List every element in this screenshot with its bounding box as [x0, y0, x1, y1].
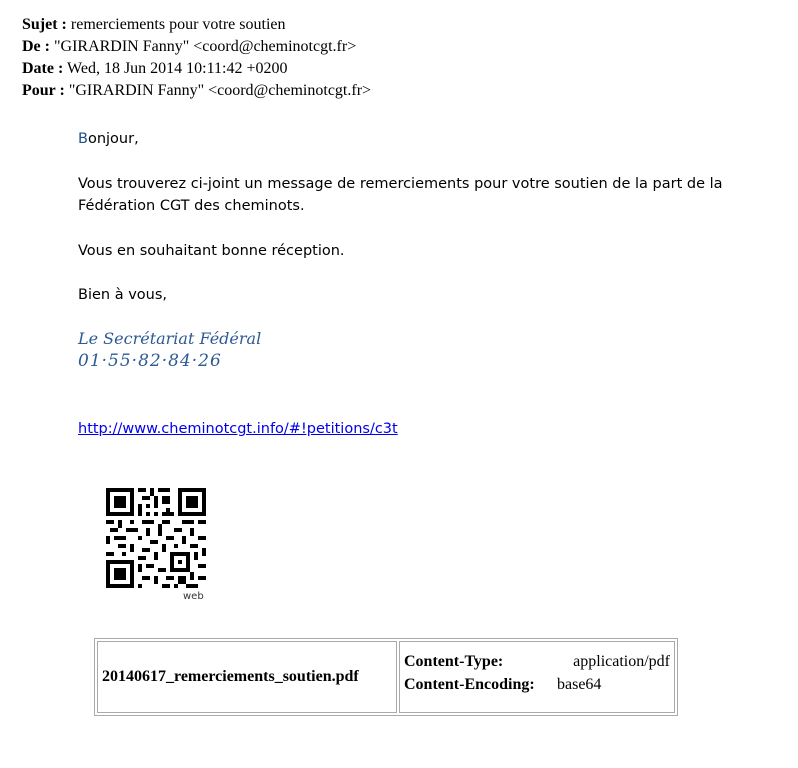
from-row	[22, 36, 371, 58]
from-value: "GIRARDIN Fanny" <coord@cheminotcgt.fr>	[53, 38, 357, 55]
greeting-rest: onjour,	[87, 131, 139, 147]
from-label: De :	[22, 38, 50, 55]
subject-label: Sujet :	[22, 16, 67, 33]
to-label: Pour :	[22, 82, 65, 99]
signature-name: Le Secrétariat Fédéral	[78, 329, 262, 348]
qr-caption: web	[183, 591, 204, 602]
signature-phone: 01·55·82·84·26	[78, 351, 222, 371]
content-encoding-label: Content-Encoding:	[404, 676, 535, 693]
to-value: "GIRARDIN Fanny" <coord@cheminotcgt.fr>	[68, 82, 372, 99]
content-type-value: application/pdf	[573, 653, 670, 670]
subject-value: remerciements pour votre soutien	[70, 16, 286, 33]
signature	[78, 328, 261, 372]
qr-code-icon	[106, 488, 206, 588]
date-value: Wed, 18 Jun 2014 10:11:42 +0200	[67, 60, 288, 77]
attachment-table	[94, 638, 678, 716]
email-header	[22, 14, 371, 102]
content-encoding-value: base64	[557, 676, 602, 693]
petition-link[interactable]: http://www.cheminotcgt.info/#!petitions/c3t	[78, 421, 398, 437]
content-type-row	[404, 650, 670, 673]
content-type-label: Content-Type:	[404, 653, 504, 670]
closing-line: Vous en souhaitant bonne réception.	[78, 243, 345, 259]
subject-row	[22, 14, 371, 36]
date-row	[22, 58, 371, 80]
content-encoding-row	[404, 673, 670, 696]
sign-off: Bien à vous,	[78, 287, 167, 303]
message-text: Vous trouverez ci-joint un message de remerciements pour votre soutien de la part de la Fédération CGT des cheminots.	[78, 176, 723, 214]
attachment-row	[97, 641, 675, 713]
greeting-initial: B	[78, 131, 88, 147]
to-row	[22, 80, 371, 102]
greeting	[78, 128, 139, 150]
date-label: Date :	[22, 60, 64, 77]
attachment-meta	[399, 641, 675, 713]
attachment-filename[interactable]: 20140617_remerciements_soutien.pdf	[97, 641, 397, 713]
